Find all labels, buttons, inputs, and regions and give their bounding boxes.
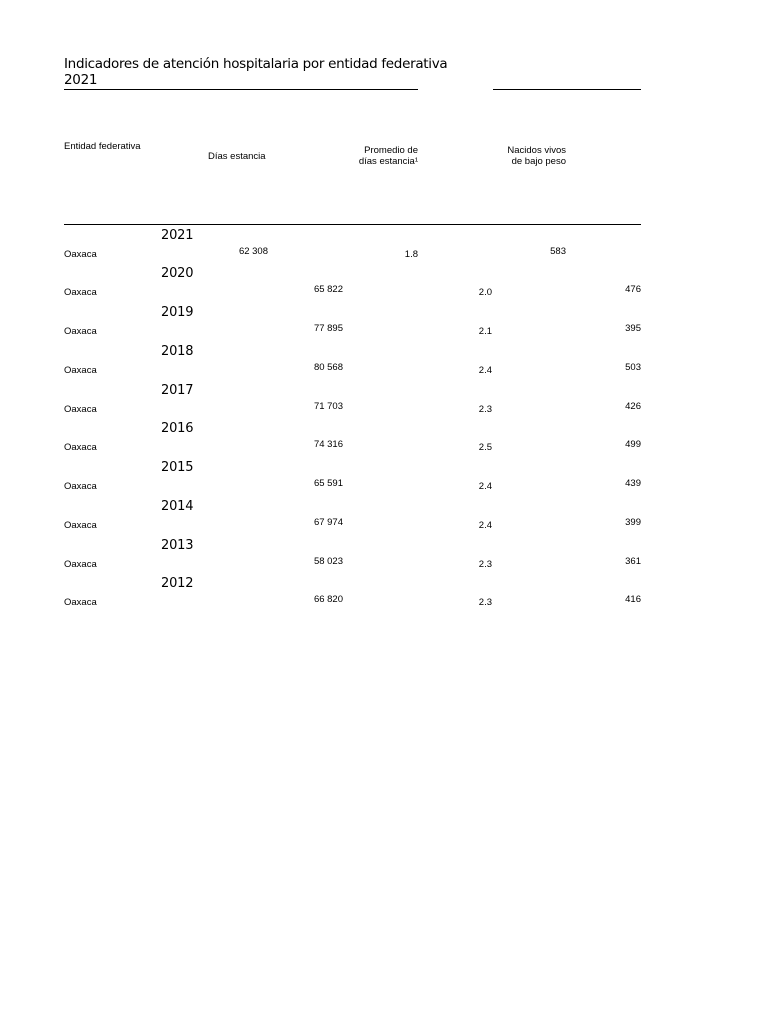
promedio-cell: 1.8 <box>404 249 418 260</box>
header-rule <box>64 224 641 225</box>
nacidos-cell: 583 <box>550 246 566 257</box>
nacidos-cell: 416 <box>625 594 641 605</box>
dias-estancia-cell: 58 023 <box>313 556 343 567</box>
dias-estancia-cell: 77 895 <box>313 323 343 334</box>
nacidos-cell: 399 <box>625 517 641 528</box>
entidad-cell: Oaxaca <box>64 365 97 376</box>
dias-estancia-cell: 62 308 <box>238 246 268 257</box>
title-rule-left <box>64 89 418 90</box>
entidad-cell: Oaxaca <box>64 481 97 492</box>
header-promedio: Promedio de días estancia¹ <box>358 145 418 167</box>
nacidos-cell: 499 <box>625 439 641 450</box>
year-label: 2019 <box>161 305 194 320</box>
entidad-cell: Oaxaca <box>64 249 97 260</box>
year-label: 2013 <box>161 538 194 553</box>
promedio-cell: 2.3 <box>478 404 492 415</box>
year-label: 2015 <box>161 460 194 475</box>
nacidos-cell: 476 <box>625 284 641 295</box>
entidad-cell: Oaxaca <box>64 597 97 608</box>
dias-estancia-cell: 65 591 <box>313 478 343 489</box>
entidad-cell: Oaxaca <box>64 404 97 415</box>
dias-estancia-cell: 67 974 <box>313 517 343 528</box>
header-dias-estancia: Días estancia <box>208 151 266 162</box>
nacidos-cell: 395 <box>625 323 641 334</box>
nacidos-cell: 426 <box>625 401 641 412</box>
year-label: 2020 <box>161 266 194 281</box>
year-label: 2014 <box>161 499 194 514</box>
dias-estancia-cell: 80 568 <box>313 362 343 373</box>
entidad-cell: Oaxaca <box>64 520 97 531</box>
promedio-cell: 2.4 <box>478 481 492 492</box>
header-nacidos: Nacidos vivos de bajo peso <box>507 145 566 167</box>
title-rule-right <box>493 89 641 90</box>
year-label: 2021 <box>161 228 194 243</box>
dias-estancia-cell: 65 822 <box>313 284 343 295</box>
promedio-cell: 2.5 <box>478 442 492 453</box>
promedio-cell: 2.4 <box>478 365 492 376</box>
document-title <box>64 56 447 88</box>
promedio-cell: 2.1 <box>478 326 492 337</box>
promedio-cell: 2.3 <box>478 559 492 570</box>
header-entidad: Entidad federativa <box>64 141 141 152</box>
title-line-2: 2021 <box>64 72 98 88</box>
title-line-1: Indicadores de atención hospitalaria por entidad federativa <box>64 56 448 72</box>
year-label: 2017 <box>161 383 194 398</box>
nacidos-cell: 439 <box>625 478 641 489</box>
entidad-cell: Oaxaca <box>64 559 97 570</box>
year-label: 2018 <box>161 344 194 359</box>
promedio-cell: 2.3 <box>478 597 492 608</box>
dias-estancia-cell: 71 703 <box>313 401 343 412</box>
entidad-cell: Oaxaca <box>64 287 97 298</box>
dias-estancia-cell: 66 820 <box>313 594 343 605</box>
nacidos-cell: 361 <box>625 556 641 567</box>
promedio-cell: 2.0 <box>478 287 492 298</box>
nacidos-cell: 503 <box>625 362 641 373</box>
year-label: 2012 <box>161 576 194 591</box>
entidad-cell: Oaxaca <box>64 326 97 337</box>
dias-estancia-cell: 74 316 <box>313 439 343 450</box>
promedio-cell: 2.4 <box>478 520 492 531</box>
year-label: 2016 <box>161 421 194 436</box>
entidad-cell: Oaxaca <box>64 442 97 453</box>
